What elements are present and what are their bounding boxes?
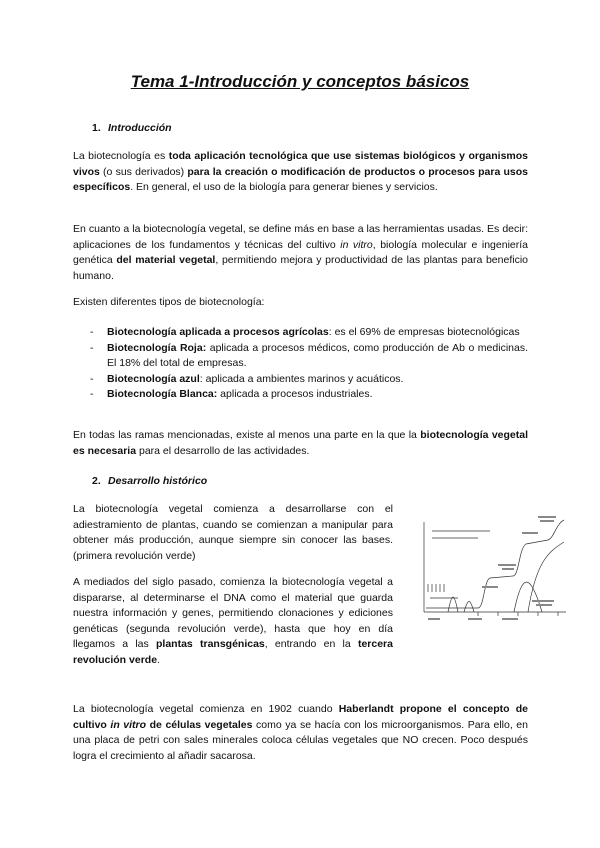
paragraph-ramas xyxy=(73,428,528,459)
bullet-dash: - xyxy=(90,372,94,385)
section-heading-desarrollo xyxy=(92,475,207,487)
text-run-bold: toda aplicación tecnológica que use sistemas biológicos y organismos vivos xyxy=(73,150,528,178)
list-item xyxy=(90,387,528,403)
list-item xyxy=(90,325,528,341)
paragraph-primera-revolucion: La biotecnología vegetal comienza a desarrollarse con el adiestramiento de plantas, cuando se comienzan a manipular para obtener más producción, aunque siempre sin conocer las bases. (primera revolución verde) xyxy=(73,503,393,562)
text-run: . xyxy=(157,653,160,666)
text-run: La biotecnología es xyxy=(73,150,169,162)
text-run: , entrando en la xyxy=(264,638,358,650)
text-run: : aplicada a ambientes marinos y acuáticos. xyxy=(199,372,404,385)
section-heading-introduccion xyxy=(92,122,172,134)
paragraph-definition xyxy=(73,149,528,196)
biotech-types-list xyxy=(90,325,528,403)
text-run-bold: plantas transgénicas xyxy=(156,638,265,650)
section-number: 1. xyxy=(92,122,101,134)
paragraph-segunda-revolucion xyxy=(73,575,393,668)
text-run-bold: Biotecnología Roja: xyxy=(107,341,207,354)
list-item xyxy=(90,341,528,372)
text-run: . En general, el uso de la biología para generar bienes y servicios. xyxy=(130,181,438,193)
text-run-bold: Haberlandt propone el concepto de cultivo xyxy=(73,703,528,731)
text-run: En todas las ramas mencionadas, existe al menos una parte en la que la xyxy=(73,429,421,441)
bullet-dash: - xyxy=(90,341,94,354)
text-run-bold: biotecnología vegetal es necesaria xyxy=(73,429,529,457)
text-run: : es el 69% de empresas biotecnológicas xyxy=(328,326,520,338)
text-run: para el desarrollo de las actividades. xyxy=(136,444,310,457)
text-run-bold: del material vegetal xyxy=(116,254,216,266)
text-run: aplicada a procesos industriales. xyxy=(217,388,373,400)
text-run-bold: para la creación o modificación de productos o procesos para usos específicos xyxy=(73,165,529,193)
section-number: 2. xyxy=(92,475,101,487)
text-run-italic: in vitro xyxy=(340,238,373,251)
section-title: Desarrollo histórico xyxy=(108,475,208,487)
bullet-dash: - xyxy=(90,326,94,338)
text-run: En cuanto a la biotecnología vegetal, se define más en base a las herramientas usadas. Es decir: aplicaciones de los fundamentos y técnicas del cultivo xyxy=(73,223,528,251)
list-item xyxy=(90,372,528,388)
text-run-bold: tercera revolución verde xyxy=(73,638,393,666)
paragraph-haberlandt xyxy=(73,702,528,764)
text-run: La biotecnología vegetal comienza en 1902 cuando xyxy=(73,703,339,715)
text-run-bold-italic: in vitro xyxy=(110,718,147,731)
text-run-bold: Biotecnología azul xyxy=(107,372,200,385)
text-run: aplicada a procesos médicos, como producción de Ab o medicinas. El 18% del total de empresas. xyxy=(107,341,528,369)
text-run: como ya se hacía con los microorganismos. Para ello, en una placa de petri con sales minerales coloca células vegetales que NO crecen. Poco después logra el crecimiento al añadir sacarosa. xyxy=(73,718,528,762)
text-run: A mediados del siglo pasado, comienza la biotecnología vegetal a dispararse, al determinarse el DNA como el material que guarda nuestra información y genes, permitiendo clonaciones y ediciones genéticas (segunda revolución verde), hasta que hoy en día llegamos a las xyxy=(73,576,393,650)
text-run-bold: Biotecnología Blanca: xyxy=(107,388,218,400)
text-run: , permitiendo mejora y productividad de las plantas para beneficio humano. xyxy=(73,254,528,282)
text-run: , biología molecular e ingeniería genética xyxy=(73,238,529,266)
paragraph-biotech-vegetal xyxy=(73,222,528,284)
historical-development-figure xyxy=(418,512,570,626)
text-run-bold: de células vegetales xyxy=(146,718,253,731)
section-title: Introducción xyxy=(108,122,172,134)
text-run: (o sus derivados) xyxy=(99,165,188,178)
paragraph-tipos: Existen diferentes tipos de biotecnología: xyxy=(73,296,265,308)
bullet-dash: - xyxy=(90,388,94,400)
page-title: Tema 1-Introducción y conceptos básicos xyxy=(130,72,470,91)
text-run-bold: Biotecnología aplicada a procesos agrícolas xyxy=(107,326,329,338)
